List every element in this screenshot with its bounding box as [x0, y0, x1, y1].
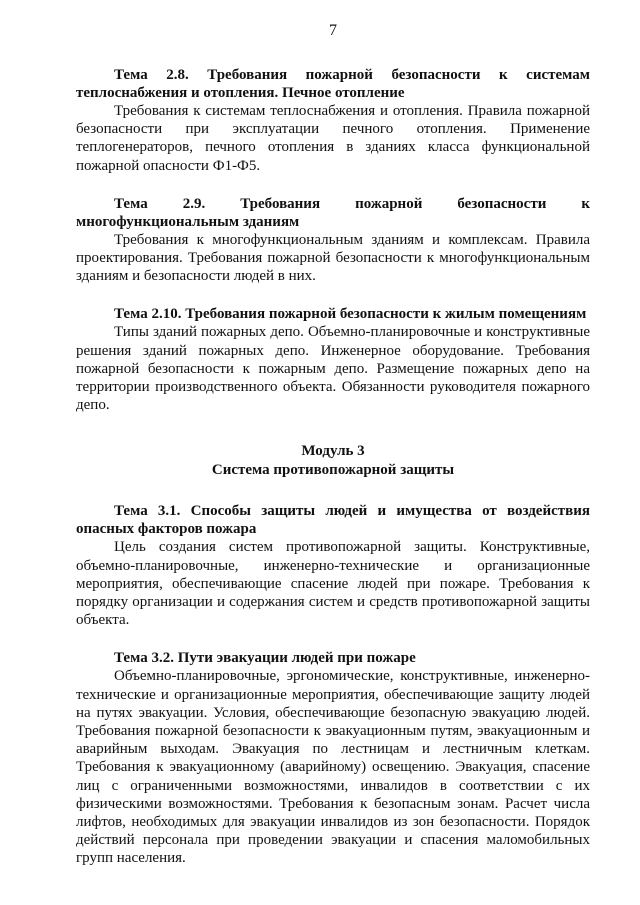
section-title-lead: Тема 3.1. Способы защиты людей и имущества от воздействия — [114, 503, 590, 520]
section-title-rest: многофункциональным зданиям — [76, 213, 300, 230]
section-3-1 — [76, 502, 590, 629]
section-2-9 — [76, 195, 590, 286]
section-title-lead: Тема 2.8. Требования пожарной безопасности к системам — [114, 67, 590, 83]
section-title: Тема 3.2. Пути эвакуации людей при пожаре — [114, 650, 416, 667]
section-body: Требования к системам теплоснабжения и отопления. Правила пожарной безопасности при эксплуатации печного отопления. Применение теплогенераторов, печного отопления в зданиях класса функциональной пожарной опасности Ф1-Ф5. — [76, 103, 590, 174]
section-title — [76, 66, 590, 102]
section-body: Требования к многофункциональным зданиям и комплексам. Правила проектирования. Требования пожарной безопасности к многофункциональным зданиям и безопасности людей в них. — [76, 231, 590, 285]
section-2-10 — [76, 305, 590, 414]
module-name: Система противопожарной защиты — [211, 462, 455, 479]
section-title — [76, 195, 590, 231]
module-heading — [76, 442, 590, 480]
section-body: Объемно-планировочные, эргономические, конструктивные, инженерно-технические и организационные мероприятия, обеспечивающие защиту людей на путях эвакуации. Условия, обеспечивающие безопасную эвакуацию людей. Требования пожарной безопасности к эвакуационным путям, эвакуационным и аварийным выходам. Эвакуация по лестницам и лестничным клеткам. Требования к эвакуационному (аварийному) освещению. Эвакуация, спасение лиц с ограниченными возможностями, инвалидов в соответствии с их физическими возможностями. Требования к безопасным зонам. Расчет числа лифтов, необходимых для эвакуации инвалидов из зон безопасности. Порядок действий персонала при проведении эвакуации и спасения маломобильных групп населения. — [76, 668, 590, 867]
section-2-8 — [76, 66, 590, 175]
section-title — [76, 502, 590, 538]
module-number: Модуль 3 — [301, 443, 365, 460]
section-title-rest: опасных факторов пожара — [76, 521, 257, 538]
section-body: Типы зданий пожарных депо. Объемно-планировочные и конструктивные решения зданий пожарных депо. Инженерное оборудование. Требования пожарной безопасности к пожарным депо. Размещение пожарных депо на территории производственного объекта. Обязанности руководителя пожарного депо. — [76, 324, 590, 414]
document-page — [76, 22, 590, 888]
section-title-lead: Тема 2.9. Требования пожарной безопасности к — [114, 195, 590, 212]
section-3-2 — [76, 649, 590, 867]
section-title-rest: теплоснабжения и отопления. Печное отопление — [76, 85, 405, 101]
section-title: Тема 2.10. Требования пожарной безопасности к жилым помещениям — [114, 306, 587, 323]
section-body: Цель создания систем противопожарной защиты. Конструктивные, объемно-планировочные, инженерно-технические и организационные мероприятия, обеспечивающие спасение людей при пожаре. Требования к порядку организации и содержания систем и средств противопожарной защиты объекта. — [76, 539, 590, 629]
page-number: 7 — [329, 22, 337, 39]
